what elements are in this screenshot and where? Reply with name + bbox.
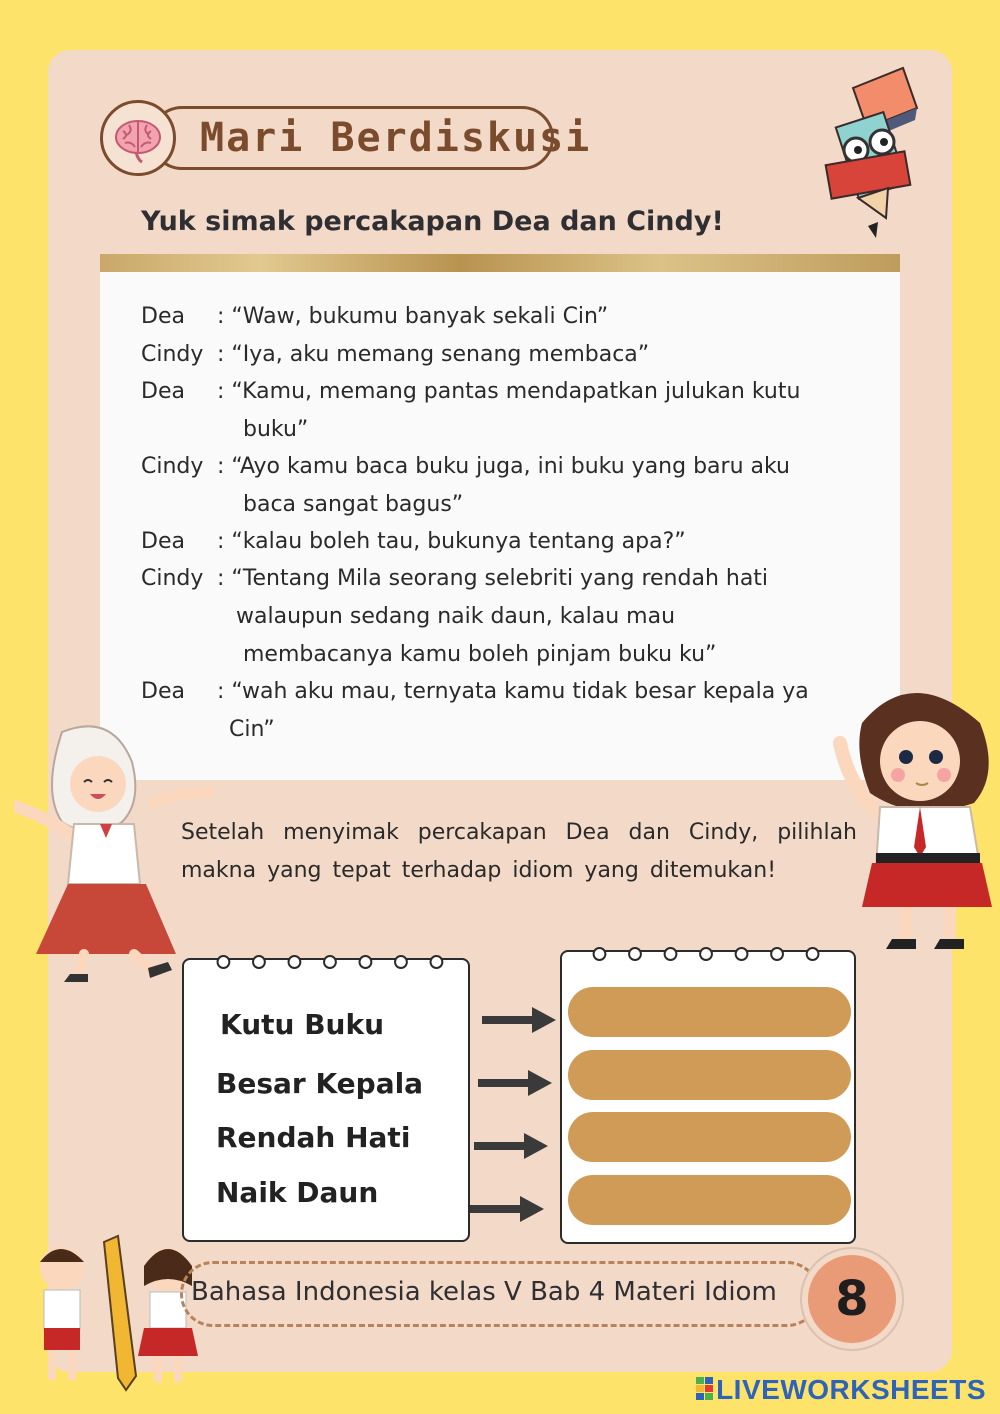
notebook-rings [562,938,854,966]
dialogue-line: Cindy : “Tentang Mila seorang selebriti yang rendah hati [141,566,769,591]
kids-pencil-illustration [28,1232,204,1392]
instruction-text: Setelah menyimak percakapan Dea dan Cindy, pilihlah makna yang tepat terhadap idiom yang ditemukan! [181,820,857,883]
section-title: Mari Berdiskusi [200,115,592,161]
answer-dropzone-4[interactable] [568,1175,851,1225]
liveworksheets-icon [696,1377,714,1401]
brain-icon [103,103,173,173]
idiom-term: Kutu Buku [220,1008,385,1041]
dialogue-continuation: buku” [243,417,309,442]
idiom-term: Naik Daun [216,1176,379,1209]
pencil-mascot-illustration [818,58,928,244]
gold-divider [100,254,900,272]
idiom-term: Besar Kepala [216,1067,424,1100]
subtitle: Yuk simak percakapan Dea dan Cindy! [141,206,724,237]
answer-dropzone-1[interactable] [568,987,851,1037]
dialogue-line: Dea : “kalau boleh tau, bukunya tentang apa?” [141,529,686,554]
dialogue-line: Dea : “Kamu, memang pantas mendapatkan julukan kutu [141,379,801,404]
arrow-right-icon [474,1129,550,1163]
page-number: 8 [808,1255,896,1343]
answer-dropzone-2[interactable] [568,1050,851,1100]
idiom-term: Rendah Hati [216,1121,411,1154]
dialogue-line: Cindy : “Ayo kamu baca buku juga, ini buku yang baru aku [141,454,790,479]
dialogue-line: Dea : “wah aku mau, ternyata kamu tidak besar kepala ya [141,679,809,704]
notebook-rings [184,946,468,974]
dialogue-line: Cindy : “Iya, aku memang senang membaca” [141,342,650,367]
arrow-right-icon [482,1003,558,1037]
dialogue-line: Dea : “Waw, bukumu banyak sekali Cin” [141,304,609,329]
answer-dropzone-3[interactable] [568,1112,851,1162]
dialogue-continuation: baca sangat bagus” [243,492,464,517]
dialogue-continuation: Cin” [229,717,275,742]
dialogue-continuation: membacanya kamu boleh pinjam buku ku” [243,642,717,667]
liveworksheets-logo: LIVEWORKSHEETS [696,1374,986,1406]
arrow-right-icon [470,1192,546,1226]
arrow-right-icon [478,1066,554,1100]
footer-text: Bahasa Indonesia kelas V Bab 4 Materi Idiom [191,1277,777,1307]
brain-icon-circle [100,100,176,176]
dialogue-continuation: walaupun sedang naik daun, kalau mau [236,604,676,629]
section-header [100,100,592,176]
